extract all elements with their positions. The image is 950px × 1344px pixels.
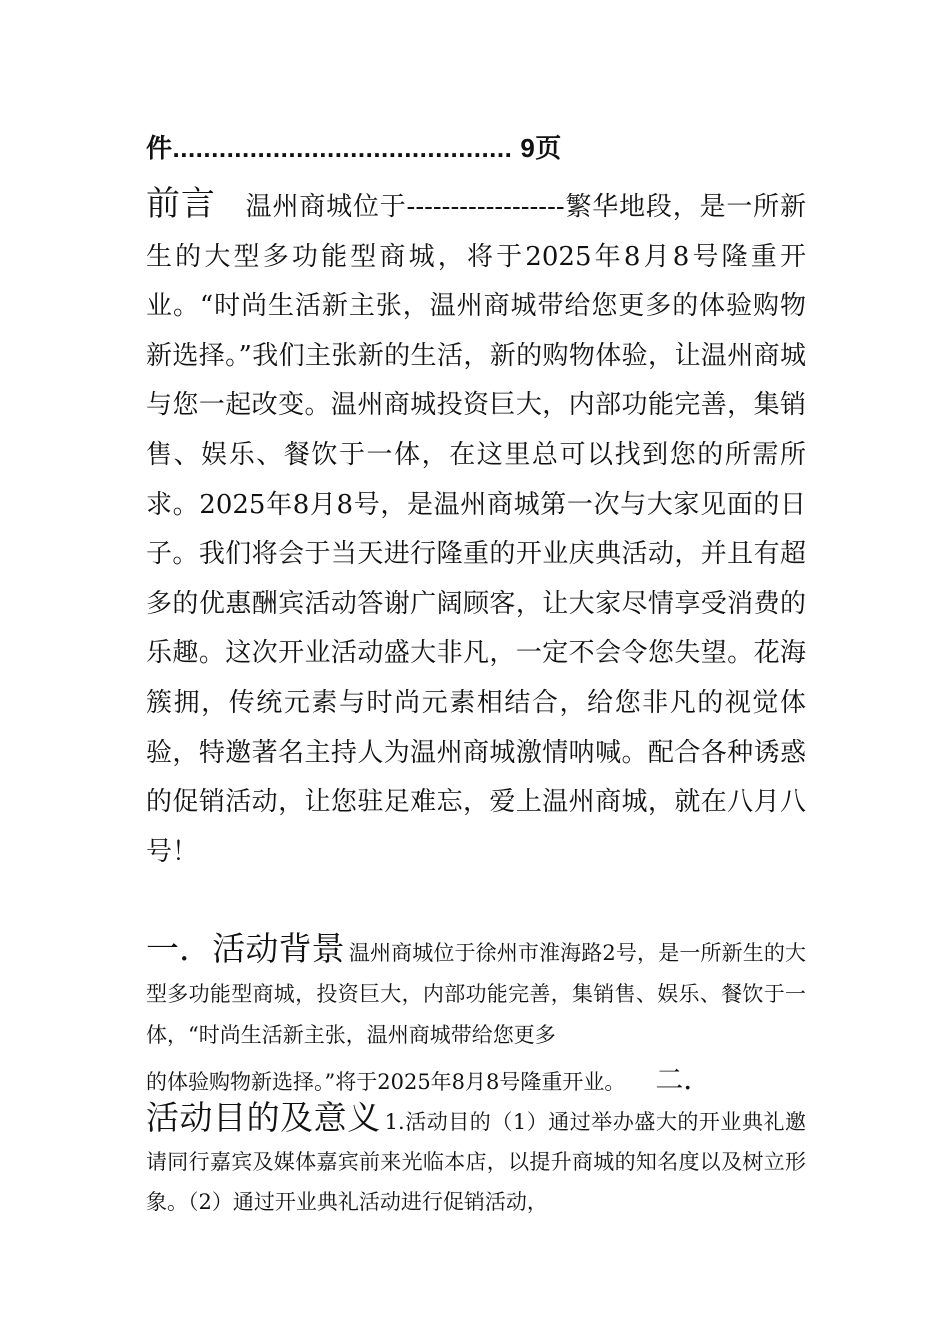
activity-purpose-section <box>146 1098 806 1222</box>
preface-heading: 前言 <box>146 184 216 224</box>
activity-background-body: 温州商城位于徐州市淮海路2号，是一所新生的大型多功能型商城，投资巨大，内部功能完善，集销售、娱乐、餐饮于一体，“时尚生活新主张，温州商城带给您更多 <box>146 941 807 1047</box>
activity-background-section <box>146 928 806 1108</box>
preface-section <box>146 180 806 877</box>
toc-entry <box>146 128 562 165</box>
activity-purpose-heading: 活动目的及意义 <box>146 1098 381 1137</box>
section-two-number: 二． <box>655 1063 712 1096</box>
toc-entry-text: 件............................................ <box>146 133 513 163</box>
activity-background-body-end: 的体验购物新选择。”将于2025年8月8号隆重开业。 <box>146 1070 626 1094</box>
preface-body: 温州商城位于------------------繁华地段，是一所新生的大型多功能型商城，将于2025年8月8号隆重开业。“时尚生活新主张，温州商城带给您更多的体验购物新选择。”我们主张新的生活，新的购物体验，让温州商城与您一起改变。温州商城投资巨大，内部功能完善，集销售、娱乐、餐饮于一体，在这里总可以找到您的所需所求。2025年8月8号，是温州商城第一次与大家见面的日子。我们将会于当天进行隆重的开业庆典活动，并且有超多的优惠酬宾活动答谢广阔顾客，让大家尽情享受消费的乐趣。这次开业活动盛大非凡，一定不会令您失望。花海簇拥，传统元素与时尚元素相结合，给您非凡的视觉体验，特邀著名主持人为温州商城激情呐喊。配合各种诱惑的促销活动，让您驻足难忘，爱上温州商城，就在八月八号！ <box>146 192 807 867</box>
activity-background-heading: 一．活动背景 <box>146 929 345 968</box>
activity-purpose-body: 1.活动目的（1）通过举办盛大的开业典礼邀请同行嘉宾及媒体嘉宾前来光临本店，以提升商城的知名度以及树立形象。（2）通过开业典礼活动进行促销活动， <box>146 1110 807 1214</box>
toc-page-number: 9页 <box>520 133 562 163</box>
